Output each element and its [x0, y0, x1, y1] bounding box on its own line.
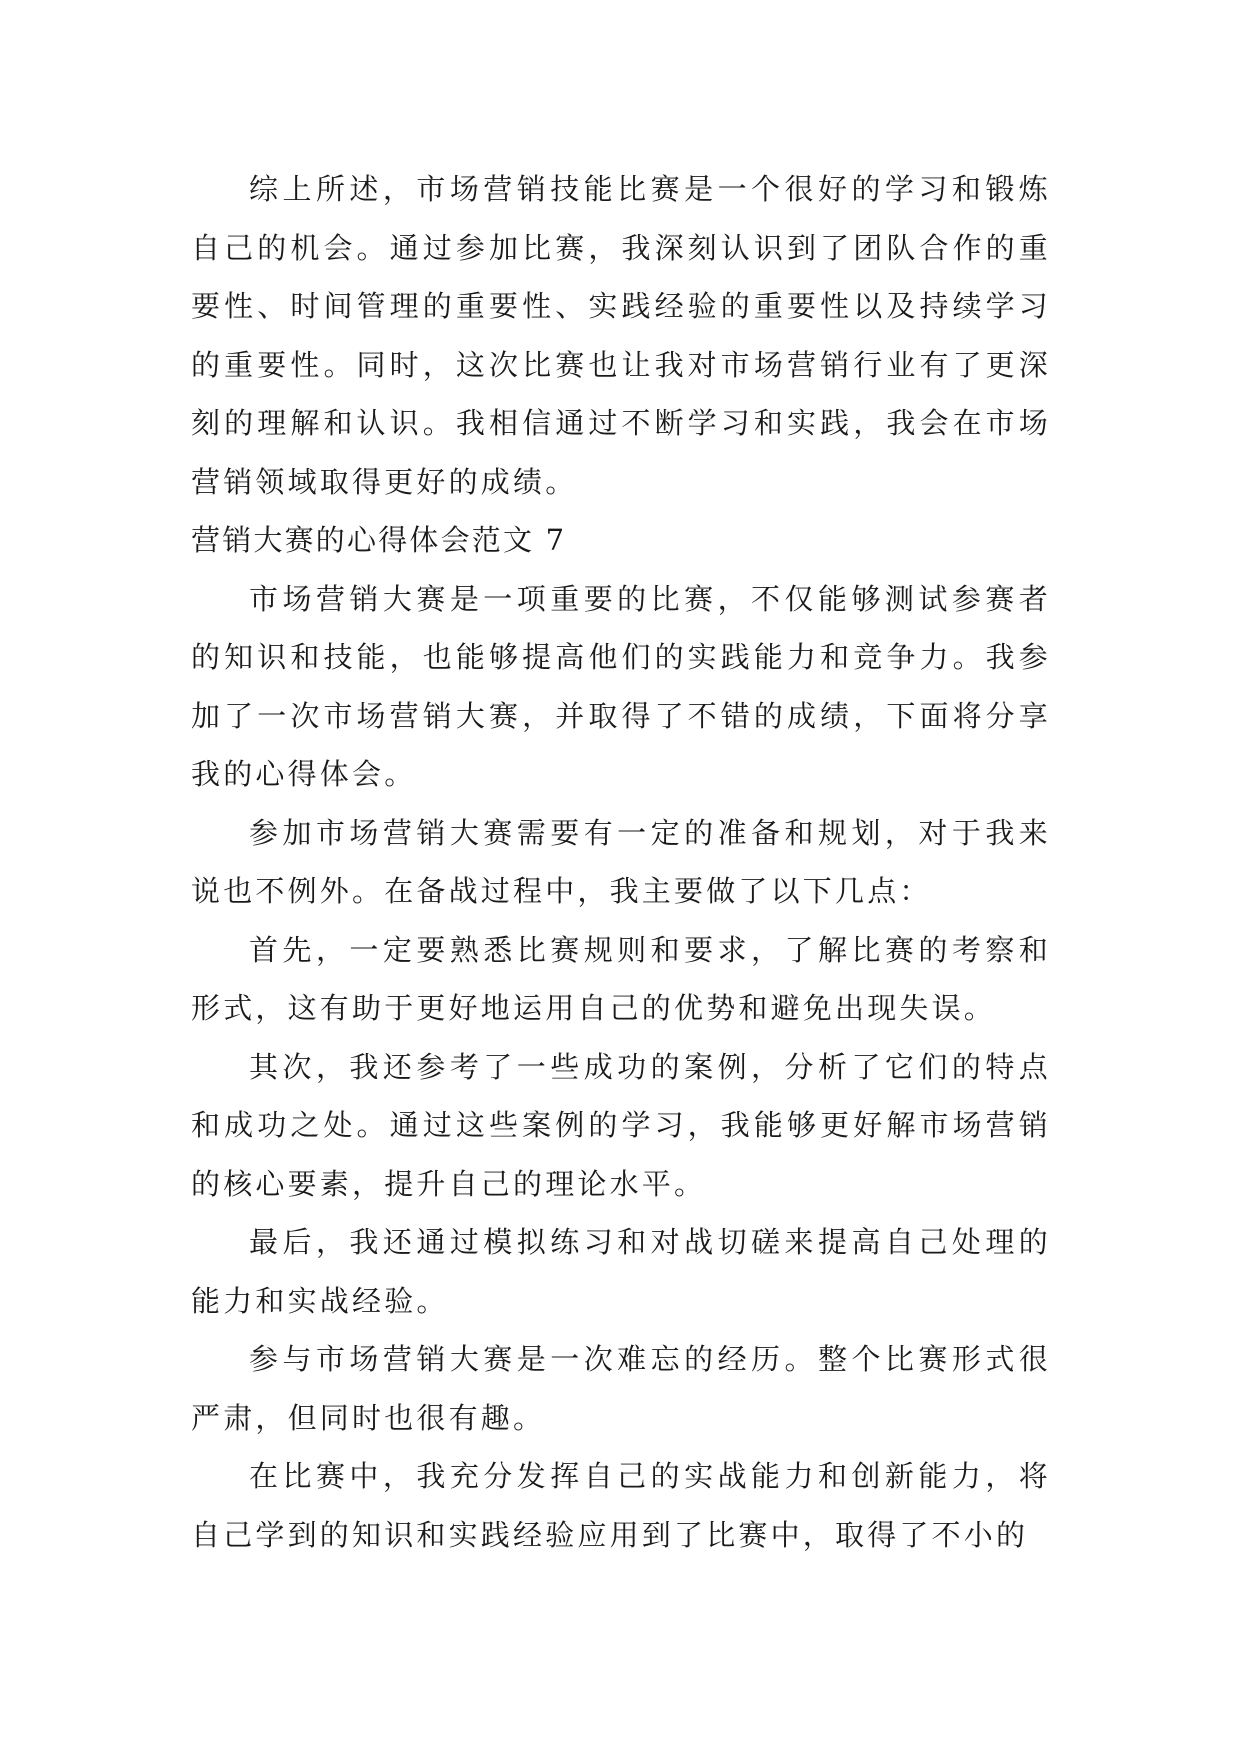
paragraph-last: 最后，我还通过模拟练习和对战切磋来提高自己处理的能力和实战经验。	[191, 1225, 1051, 1318]
paragraph-competition: 在比赛中，我充分发挥自己的实战能力和创新能力，将自己学到的知识和实践经验应用到了比赛中，取得了不小的	[191, 1459, 1051, 1552]
section-heading: 营销大赛的心得体会范文 7	[191, 523, 567, 557]
paragraph-first: 首先，一定要熟悉比赛规则和要求，了解比赛的考察和形式，这有助于更好地运用自己的优势和避免出现失误。	[191, 932, 1051, 1025]
paragraph-preparation: 参加市场营销大赛需要有一定的准备和规划，对于我来说也不例外。在备战过程中，我主要做了以下几点：	[191, 815, 1051, 908]
paragraph-second: 其次，我还参考了一些成功的案例，分析了它们的特点和成功之处。通过这些案例的学习，我能够更好解市场营销的核心要素，提升自己的理论水平。	[191, 1049, 1051, 1201]
paragraph-experience: 参与市场营销大赛是一次难忘的经历。整个比赛形式很严肃，但同时也很有趣。	[191, 1342, 1051, 1435]
paragraph-summary: 综上所述，市场营销技能比赛是一个很好的学习和锻炼自己的机会。通过参加比赛，我深刻认识到了团队合作的重要性、时间管理的重要性、实践经验的重要性以及持续学习的重要性。同时，这次比赛也让我对市场营销行业有了更深刻的理解和认识。我相信通过不断学习和实践，我会在市场营销领域取得更好的成绩。	[191, 172, 1051, 499]
paragraph-intro: 市场营销大赛是一项重要的比赛，不仅能够测试参赛者的知识和技能，也能够提高他们的实践能力和竞争力。我参加了一次市场营销大赛，并取得了不错的成绩，下面将分享我的心得体会。	[191, 581, 1051, 791]
document-body	[191, 160, 1051, 1564]
